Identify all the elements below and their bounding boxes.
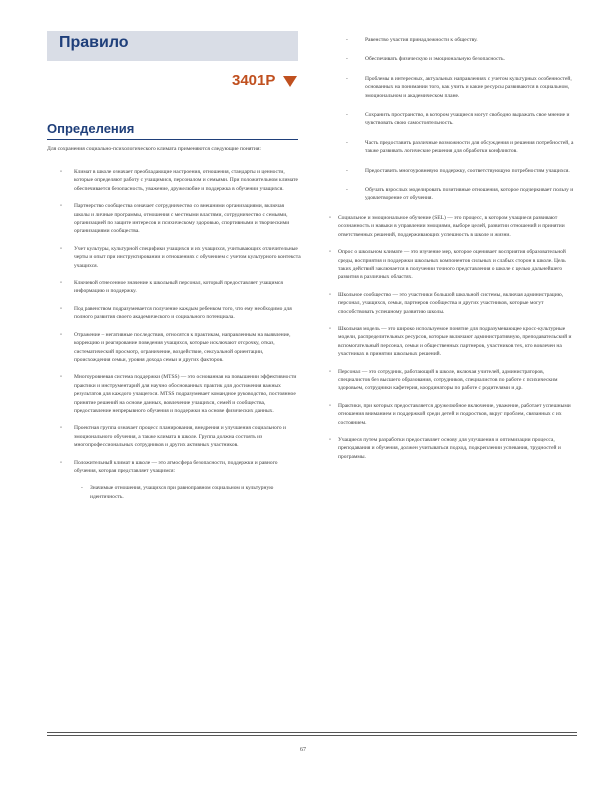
definition-text: Под равенством подразумевается получение каждым ребенком того, что ему необходимо для полного развития своего академического и социального потенциала. [74,305,292,321]
definition-text: Персонал — это сотрудник, работающий в школе, включая учителей, администраторов, специалистов без высшего образования, сотрудников, специалистов по работе с психическим здоровьем, сотрудники кафетерия, координаторы по работе с родителями и др. [338,368,558,392]
left-column [47,168,301,512]
definition-item [47,373,301,415]
dash-bullet-icon: - [346,167,348,174]
sub-list-text: Обеспечивать физическую и эмоциональную безопасность. [365,56,505,63]
rule-number: 3401P [232,72,276,89]
footer-divider [47,735,577,736]
square-bullet-icon: ▫ [329,368,331,375]
square-bullet-icon: ▫ [60,425,62,432]
dash-bullet-icon: - [346,187,348,194]
square-bullet-icon: ▫ [60,245,62,252]
sub-list-item [329,111,575,128]
square-bullet-icon: ▫ [329,214,331,221]
definition-item [47,202,301,236]
dash-bullet-icon: - [346,56,348,63]
definition-item [47,279,301,296]
definition-item [47,305,301,322]
square-bullet-icon: ▫ [329,402,331,409]
square-bullet-icon: ▫ [329,437,331,443]
sub-list [329,36,575,203]
square-bullet-icon: ▫ [329,249,331,256]
definition-item [47,424,301,449]
sub-list-item [47,484,301,501]
heading-divider [47,139,298,140]
square-bullet-icon: ▫ [60,169,62,175]
definition-item [329,436,575,461]
dash-bullet-icon: - [346,75,348,82]
sub-list-text: Значимые отношения, учащихся при равноправном социальном и культурную идентичность. [90,485,274,500]
definition-item [329,291,575,316]
sub-list-item [329,36,575,44]
section-heading: Определения [47,121,135,136]
definition-text: Многоуровневая система поддержки (MTSS) — это основанная на повышении эффективности практики и инструментарий для научно обоснованных практик для достижения важных результатов для каждого учащегося. MTSS подразумевает командное руководство, постоянное принятие решений на основе данных, вовлечение учащихся, семей и сообщества, предоставление непрерывного обучения и поддержки на основе физических данных. [74,374,297,414]
definition-item [47,459,301,476]
definition-item [47,331,301,365]
square-bullet-icon: ▫ [60,280,62,287]
definition-text: Проектная группа означает процесс планирования, внедрения и улучшения социального и эмоционального обучения, а также климата в школе. Группа должна состоять из многопрофессиональных сотрудников и других активных участников. [74,425,286,449]
sub-list-item [329,75,575,100]
sub-list-text: Часть предоставить различные возможности для обсуждения и решения потребностей, а также развивать логические решения для обработки конфликтов. [365,139,574,155]
page-number: 67 [300,747,306,753]
definition-item [329,248,575,282]
square-bullet-icon: ▫ [60,203,62,210]
definition-text: Климат в школе означает преобладающие настроения, отношения, стандарты и ценности, которые определяют работу с учащимися, персоналом и семьями. При положительном климате обеспечивается безопасность, уважение, дружелюбие и поддержка в обучении учащихся. [74,169,298,192]
sub-list-text: Предоставить многоуровневую поддержку, соответствующую потребностям учащихся. [365,167,570,174]
definition-text: Учащиеся путем разработки предоставляет основу для улучшения и оптимизации процесса, преподавания и обучения, должен учитываться подход, подкреплении успевания, трудностей и программы. [338,437,561,460]
dash-bullet-icon: - [81,485,83,492]
definition-item [329,325,575,359]
definition-text: Практики, при которых предоставляется дружелюбное включение, уважение, работает успешными отношения вниманием и поддержкой среди детей и подростков, вкруг проблем, связанных с их состоянием. [338,402,571,426]
dash-bullet-icon: - [346,112,348,119]
dash-bullet-icon: - [346,37,348,43]
right-column [329,36,575,470]
sub-list-text: Обучать взрослых моделировать позитивные отношения, которое подчеркивает пользу и удовлетворение от обучения. [365,187,574,202]
sub-list-text: Равенство участия принадлежности к обществу. [365,37,478,43]
square-bullet-icon: ▫ [60,459,62,466]
sub-list-item [329,55,575,63]
sub-list-text: Проблемы в интересных, актуальных направлениях с учетом культурных особенностей, основанных на понимании того, как учить и какие ресурсы развиваются в социальном, эмоциональном и академическом плане. [365,75,572,99]
sub-list-item [329,139,575,156]
sub-list-item [329,186,575,203]
definition-item [329,368,575,393]
triangle-down-icon [283,76,297,87]
title-banner [47,31,298,61]
definition-text: Отражение – негативные последствия, относятся к практикам, направленным на выявление, коррекцию и реагирование поведения учащихся, которые исключают отсрочку, отказ, систематический просмотр, ограничение, воздействие, сексуальной ориентации, происхождения семьи, уровня дохода семьи и других факторов. [74,331,291,363]
definition-text: Учет культуры, культурной специфики учащихся и их учащихся, учитывающих отличительные черты и опыт при инструктировании и отношениях с обучением с учетом культурного контекста учащихся. [74,245,301,269]
definition-item [47,245,301,270]
intro-text: Для сохранения социально-психологического климата применяются следующие понятия: [47,146,261,152]
definition-item [329,214,575,239]
definition-text: Школьное сообщество — это участники большой школьной системы, включая администрацию, персонал, учащихся, семьи, партнеров сообщества и других участников, которые могут способствовать успешному развитию школы. [338,291,564,315]
dash-bullet-icon: - [346,139,348,146]
definition-item [329,402,575,427]
square-bullet-icon: ▫ [60,331,62,338]
definition-text: Партнерство сообщества означает сотрудничество со внешними организациями, включая школы и личные программы, отношения с местными властями, сотрудничество с семьями, организацией по защите интересов и психическому здоровью, спортивными и творческими организациями сообщества. [74,203,290,235]
square-bullet-icon: ▫ [329,291,331,298]
definition-text: Опрос о школьном климате — это изучение мер, которое оценивает восприятия образовательной среды, восприятия и поддержки школьных компонентов сильных и слабых сторон в школе. Цель таких действий заключается в получении точного представления о школе с целью дальнейшего развития в различных областях. [338,249,566,281]
page-title: Правило [59,34,129,51]
square-bullet-icon: ▫ [329,325,331,332]
sub-list-text: Сохранить пространство, в котором учащиеся могут свободно выражать свое мнение и чувствовать свою самостоятельность. [365,112,570,127]
footer-divider [47,732,577,733]
definition-item [47,168,301,193]
square-bullet-icon: ▫ [60,374,62,381]
definition-text: Школьная модель — это широко используемое понятие для подразумевающее кросс-культурные модели, распределительных ресурсов, которые включают административную, преподавательский и вспомогательный персонал, семьи и общественных партнеров, участников тех, кто вовлечен на участниках в принятии школьных решений. [338,325,572,358]
definition-text: Ключевой отнесенное значение к школьный персонал, который предоставляет учащимся информацию и поддержку. [74,280,283,295]
definition-text: Социальное и эмоциональное обучение (SEL) — это процесс, в котором учащиеся развивают осознанность и навыки в управлении эмоциями, выборе целей, развитии отношений и принятии ответственных решений, поддерживающих успешность в школе и жизни. [338,214,565,238]
sub-list-item [329,167,575,175]
definition-text: Положительный климат в школе — это атмосфера безопасности, поддержки и равного обучения, которая представляет учащимся: [74,459,278,474]
square-bullet-icon: ▫ [60,305,62,312]
